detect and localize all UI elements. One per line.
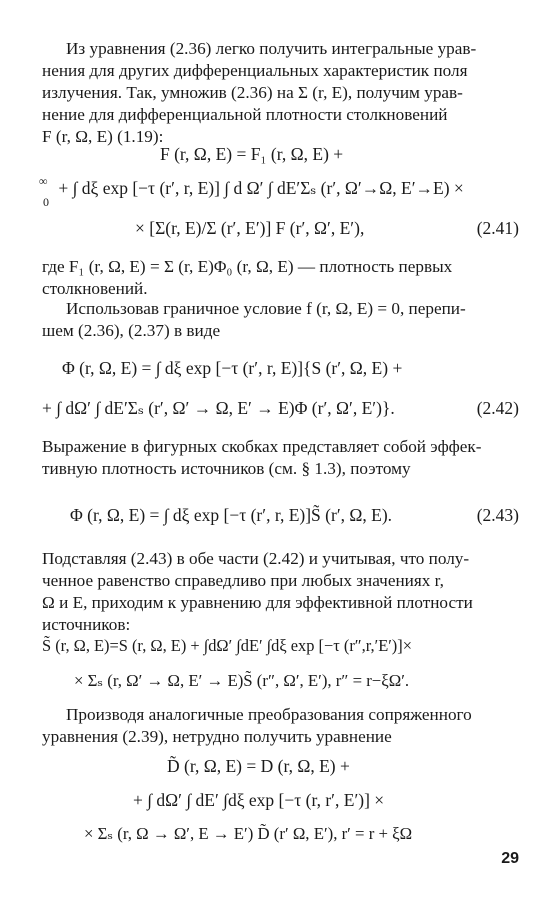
paragraph-adjoint <box>42 704 522 748</box>
page-number: 29 <box>501 850 519 867</box>
text-line: Ω и E, приходим к уравнению для эффективной плотности <box>42 593 473 612</box>
text-line: источников: <box>42 615 131 634</box>
equation-number-2-43: (2.43) <box>476 505 519 525</box>
equation-number-2-41: (2.41) <box>476 218 519 238</box>
text-line: F (r, Ω, E) (1.19): <box>42 127 164 146</box>
text-line: Из уравнения (2.36) легко получить интегральные урав- <box>66 39 477 58</box>
equation-source-line-1: S̃ (r, Ω, E)=S (r, Ω, E) + ∫dΩ′ ∫dE′ ∫dξ exp [−τ (r″,r,′E′)]× <box>42 636 412 655</box>
text-line: излучения. Так, умножив (2.36) на Σ (r, E), получим урав- <box>42 83 463 102</box>
text-line: Выражение в фигурных скобках представляет собой эффек- <box>42 437 482 456</box>
equation-2-42-line-2: + ∫ dΩ′ ∫ dE′Σₛ (r′, Ω′ → Ω, E′ → E)Φ (r′, Ω′, E′)}. <box>42 398 395 418</box>
equation-2-42-line-1 <box>62 358 402 379</box>
text-line: шем (2.36), (2.37) в виде <box>42 321 221 340</box>
equation-2-43: Φ (r, Ω, E) = ∫ dξ exp [−τ (r′, r, E)]S̃ (r′, Ω, E). <box>70 505 393 525</box>
text-line: тивную плотность источников (см. § 1.3), поэтому <box>42 459 411 478</box>
equation-2-41-line-2 <box>39 174 464 209</box>
paragraph-boundary-condition <box>42 298 522 342</box>
integral-upper-limit: ∞ <box>39 174 48 188</box>
integral-lower-limit: 0 <box>43 195 49 209</box>
text-line: уравнения (2.39), нетрудно получить уравнение <box>42 727 392 746</box>
text-line: где F₁ (r, Ω, E) = Σ (r, E)Φ₀ (r, Ω, E) — плотность первых <box>42 257 453 276</box>
equation-adjoint-line-2: + ∫ dΩ′ ∫ dE′ ∫dξ exp [−τ (r, r′, E′)] × <box>133 790 385 810</box>
text-line: нение для дифференциальной плотности столкновений <box>42 105 448 124</box>
paragraph-substitution <box>42 548 522 636</box>
text-line: Производя аналогичные преобразования сопряженного <box>66 705 472 724</box>
equation-2-41-line-1: F (r, Ω, E) = F₁ (r, Ω, E) + <box>160 144 344 164</box>
paragraph-first-collisions <box>42 256 522 300</box>
equation-2-41-line-3: × [Σ(r, E)/Σ (r′, E′)] F (r′, Ω′, E′), <box>135 218 365 238</box>
equation-text: Φ (r, Ω, E) = ∫ dξ exp [−τ (r′, r, E)]{S (r′, Ω, E) + <box>62 358 403 378</box>
paragraph-effective-density <box>42 436 522 480</box>
text-line: Использовав граничное условие f (r, Ω, E) = 0, перепи- <box>66 299 466 318</box>
text-line: ченное равенство справедливо при любых значениях r, <box>42 571 444 590</box>
equation-adjoint-line-1: D̃ (r, Ω, E) = D (r, Ω, E) + <box>167 756 350 776</box>
equation-text: + ∫ dξ exp [−τ (r′, r, E)] ∫ d Ω′ ∫ dE′Σₛ (r′, Ω′→Ω, E′→E) × <box>58 178 464 198</box>
text-line: Подставляя (2.43) в обе части (2.42) и учитывая, что полу- <box>42 549 470 568</box>
equation-adjoint-line-3: × Σₛ (r, Ω → Ω′, E → E′) D̃ (r′ Ω, E′), r′ = r + ξΩ <box>84 824 413 843</box>
text-line: нения для других дифференциальных характеристик поля <box>42 61 468 80</box>
paragraph-intro <box>42 38 522 148</box>
equation-number-2-42: (2.42) <box>476 398 519 418</box>
equation-source-line-2: × Σₛ (r, Ω′ → Ω, E′ → E)S̃ (r″, Ω′, E′), r″ = r−ξΩ′. <box>74 671 410 690</box>
text-line: столкновений. <box>42 279 148 298</box>
